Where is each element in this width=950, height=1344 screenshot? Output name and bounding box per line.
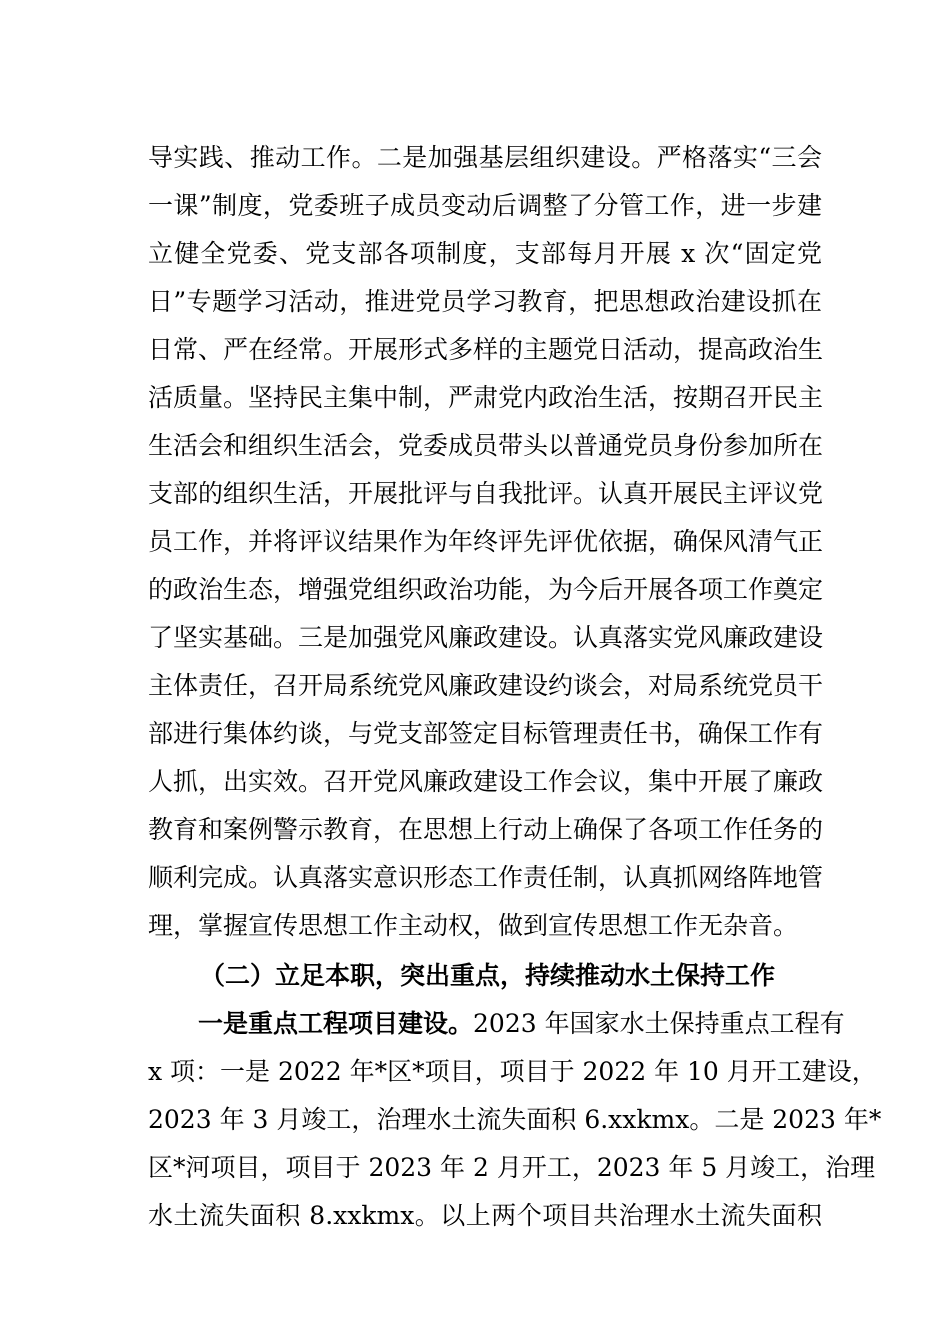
text-line: 日常、严在经常。开展形式多样的主题党日活动，提高政治生	[148, 335, 824, 364]
text-line: 导实践、推动工作。二是加强基层组织建设。严格落实“三会	[148, 143, 822, 172]
text-line: 活质量。坚持民主集中制，严肃党内政治生活，按期召开民主	[148, 383, 824, 412]
text-line: 顺利完成。认真落实意识形态工作责任制，认真抓网络阵地管	[148, 863, 824, 892]
text-line: 部进行集体约谈，与党支部签定目标管理责任书，确保工作有	[148, 719, 824, 748]
text-line: 2023 年 3 月竣工，治理水土流失面积 6.xxkmx。二是 2023 年*	[148, 1105, 882, 1134]
text-line: 支部的组织生活，开展批评与自我批评。认真开展民主评议党	[148, 479, 824, 508]
section-heading: （二）立足本职，突出重点，持续推动水土保持工作	[200, 961, 776, 990]
text-line: 人抓，出实效。召开党风廉政建设工作会议，集中开展了廉政	[148, 767, 824, 796]
text-line: 主体责任，召开局系统党风廉政建设约谈会，对局系统党员干	[148, 671, 824, 700]
text-line: 了坚实基础。三是加强党风廉政建设。认真落实党风廉政建设	[148, 623, 824, 652]
lead-rest-text: 2023 年国家水土保持重点工程有	[473, 1009, 845, 1038]
text-line: 区*河项目，项目于 2023 年 2 月开工，2023 年 5 月竣工，治理	[148, 1153, 876, 1182]
text-line-first	[198, 1009, 845, 1039]
lead-bold-text: 一是重点工程项目建设。	[198, 1009, 474, 1038]
text-line: 一课”制度，党委班子成员变动后调整了分管工作，进一步建	[148, 191, 822, 220]
text-line: 员工作，并将评议结果作为年终评先评优依据，确保风清气正	[148, 527, 824, 556]
text-line: 理，掌握宣传思想工作主动权，做到宣传思想工作无杂音。	[148, 911, 799, 940]
text-line: 的政治生态，增强党组织政治功能，为今后开展各项工作奠定	[148, 575, 824, 604]
text-line: x 项：一是 2022 年*区*项目，项目于 2022 年 10 月开工建设，	[148, 1057, 877, 1086]
text-line: 立健全党委、党支部各项制度，支部每月开展 x 次“固定党	[148, 239, 822, 268]
text-line: 教育和案例警示教育，在思想上行动上确保了各项工作任务的	[148, 815, 824, 844]
text-line: 水土流失面积 8.xxkmx。以上两个项目共治理水土流失面积	[148, 1201, 822, 1230]
text-line: 生活会和组织生活会，党委成员带头以普通党员身份参加所在	[148, 431, 824, 460]
text-line: 日”专题学习活动，推进党员学习教育，把思想政治建设抓在	[148, 287, 822, 316]
